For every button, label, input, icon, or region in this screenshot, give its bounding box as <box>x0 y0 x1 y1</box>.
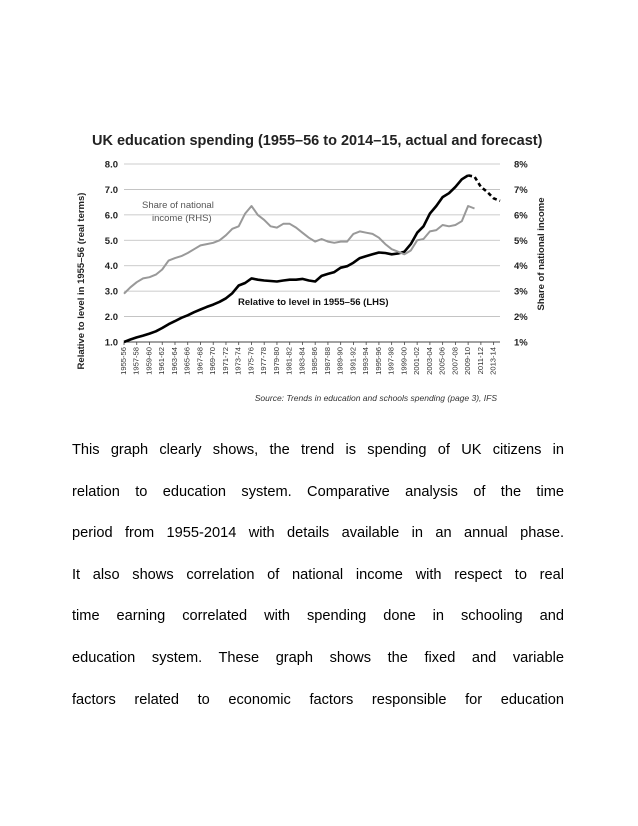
x-tick-label: 1995-96 <box>373 347 383 375</box>
right-tick-label: 8% <box>514 159 528 171</box>
annotation-share: Share of national <box>142 200 214 211</box>
right-tick-label: 7% <box>514 184 528 196</box>
x-tick-label: 1957-58 <box>131 347 141 375</box>
right-tick-label: 4% <box>514 261 528 273</box>
body-line: period from 1955-2014 with details available in an annual phase. <box>72 525 564 542</box>
body-line: This graph clearly shows, the trend is spending of UK citizens in <box>72 442 564 458</box>
x-tick-label: 1961-62 <box>157 347 167 375</box>
body-line: factors related to economic factors responsible for education <box>72 691 564 708</box>
chart-title: UK education spending (1955–56 to 2014–15, actual and forecast) <box>92 133 543 149</box>
right-tick-label: 6% <box>514 210 528 222</box>
chart-svg <box>72 128 572 408</box>
x-tick-label: 1979-80 <box>271 347 281 375</box>
body-line: education system. These graph shows the fixed and variable <box>72 649 564 666</box>
body-line: time earning correlated with spending done in schooling and <box>72 608 564 625</box>
left-tick-label: 8.0 <box>104 159 118 171</box>
body-line: relation to education system. Comparative analysis of the time <box>72 483 564 500</box>
x-tick-label: 2007-08 <box>450 347 460 375</box>
x-tick-label: 1999-00 <box>399 347 409 375</box>
x-tick-label: 1969-70 <box>208 347 218 375</box>
annotation-relative: Relative to level in 1955–56 (LHS) <box>238 297 389 308</box>
right-tick-label: 1% <box>514 337 528 349</box>
x-tick-label: 2013-14 <box>488 347 498 375</box>
left-tick-label: 1.0 <box>104 337 118 349</box>
left-tick-label: 5.0 <box>104 235 118 247</box>
x-tick-label: 1997-98 <box>386 347 396 375</box>
x-tick-label: 2003-04 <box>424 347 434 375</box>
left-tick-label: 4.0 <box>104 261 118 273</box>
x-tick-label: 1977-78 <box>259 347 269 375</box>
right-tick-label: 3% <box>514 286 528 298</box>
right-axis-ticks <box>514 160 528 349</box>
x-tick-label: 2011-12 <box>475 347 485 375</box>
x-tick-label: 1989-90 <box>335 347 345 375</box>
y-axis-label-right: Share of national income <box>536 197 547 311</box>
body-line: It also shows correlation of national income with respect to real <box>72 566 564 583</box>
left-tick-label: 6.0 <box>104 210 118 222</box>
x-tick-label: 1991-92 <box>348 347 358 375</box>
x-axis-ticks <box>119 342 498 375</box>
x-tick-label: 1963-64 <box>169 347 179 375</box>
x-tick-label: 1993-94 <box>361 347 371 375</box>
y-axis-label-left: Relative to level in 1955–56 (real terms) <box>76 192 87 370</box>
x-tick-label: 1959-60 <box>144 347 154 375</box>
left-tick-label: 7.0 <box>104 184 118 196</box>
x-tick-label: 1981-82 <box>284 347 294 375</box>
left-tick-label: 2.0 <box>104 312 118 324</box>
x-tick-label: 2005-06 <box>437 347 447 375</box>
left-axis-ticks <box>105 160 118 349</box>
x-tick-label: 1983-84 <box>297 347 307 375</box>
x-tick-label: 1987-88 <box>322 347 332 375</box>
x-tick-label: 1971-72 <box>220 347 230 375</box>
gridlines <box>124 164 500 342</box>
chart <box>72 128 572 408</box>
x-tick-label: 1975-76 <box>246 347 256 375</box>
x-tick-label: 1985-86 <box>310 347 320 375</box>
x-tick-label: 1955-56 <box>119 347 128 375</box>
annotation-share: income (RHS) <box>152 213 212 224</box>
x-tick-label: 1967-68 <box>195 347 205 375</box>
x-tick-label: 2009-10 <box>463 347 473 375</box>
left-tick-label: 3.0 <box>104 286 118 298</box>
series-line-forecast <box>468 175 500 201</box>
right-tick-label: 2% <box>514 312 528 324</box>
x-tick-label: 1973-74 <box>233 347 243 375</box>
x-tick-label: 1965-66 <box>182 347 192 375</box>
right-tick-label: 5% <box>514 235 528 247</box>
chart-source: Source: Trends in education and schools spending (page 3), IFS <box>254 393 497 403</box>
body-paragraph <box>72 430 564 721</box>
annotations <box>142 200 388 308</box>
x-tick-label: 2001-02 <box>412 347 422 375</box>
